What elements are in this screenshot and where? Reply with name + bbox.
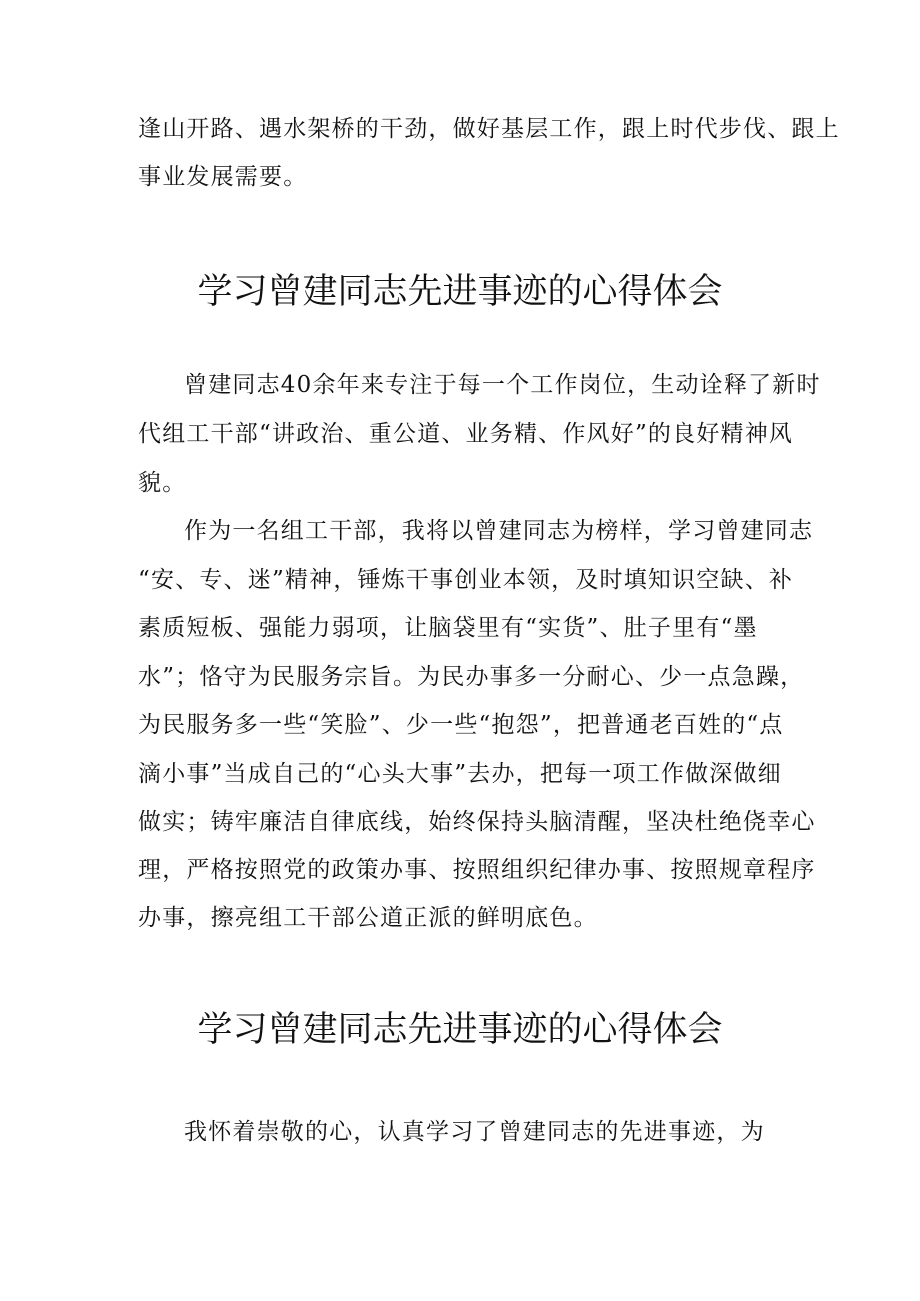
- section-1-para-2-line-6: 滴小事”当成自己的“心头大事”去办，把每一项工作做深做细: [138, 761, 782, 787]
- section-1-para-1-line-1: 曾建同志40余年来专注于每一个工作岗位，生动诠释了新时: [184, 372, 821, 398]
- section-1-para-2-line-2: “安、专、迷”精神，锤炼干事创业本领，及时填知识空缺、补: [138, 567, 794, 593]
- intro-line-1: 逢山开路、遇水架桥的干劲，做好基层工作，跟上时代步伐、跟上: [138, 116, 840, 142]
- section-1-title: 学习曾建同志先进事迹的心得体会: [197, 272, 723, 312]
- section-1-para-1-line-3: 貌。: [138, 470, 187, 496]
- section-1-para-2-line-9: 办事，擦亮组工干部公道正派的鲜明底色。: [138, 905, 598, 931]
- section-1-para-2-line-4: 水”；恪守为民服务宗旨。为民办事多一分耐心、少一点急躁，: [138, 664, 805, 690]
- section-1-para-2-line-8: 理，严格按照党的政策办事、按照组织纪律办事、按照规章程序: [138, 857, 816, 883]
- section-1-para-2-line-5: 为民服务多一些“笑脸”、少一些“抱怨”，把普通老百姓的“点: [138, 712, 784, 738]
- section-1-para-2-line-7: 做实；铸牢廉洁自律底线，始终保持头脑清醒，坚决杜绝侥幸心: [138, 809, 816, 835]
- section-1-para-2-line-3: 素质短板、强能力弱项，让脑袋里有“实货”、肚子里有“墨: [138, 615, 758, 641]
- section-2-para-1-line-1: 我怀着崇敬的心，认真学习了曾建同志的先进事迹，为: [184, 1119, 765, 1145]
- section-2-title: 学习曾建同志先进事迹的心得体会: [197, 1010, 723, 1050]
- section-1-para-2-line-1: 作为一名组工干部，我将以曾建同志为榜样，学习曾建同志: [184, 518, 814, 544]
- section-1-para-1-line-2: 代组工干部“讲政治、重公道、业务精、作风好”的良好精神风: [138, 421, 794, 447]
- intro-line-2: 事业发展需要。: [138, 164, 308, 190]
